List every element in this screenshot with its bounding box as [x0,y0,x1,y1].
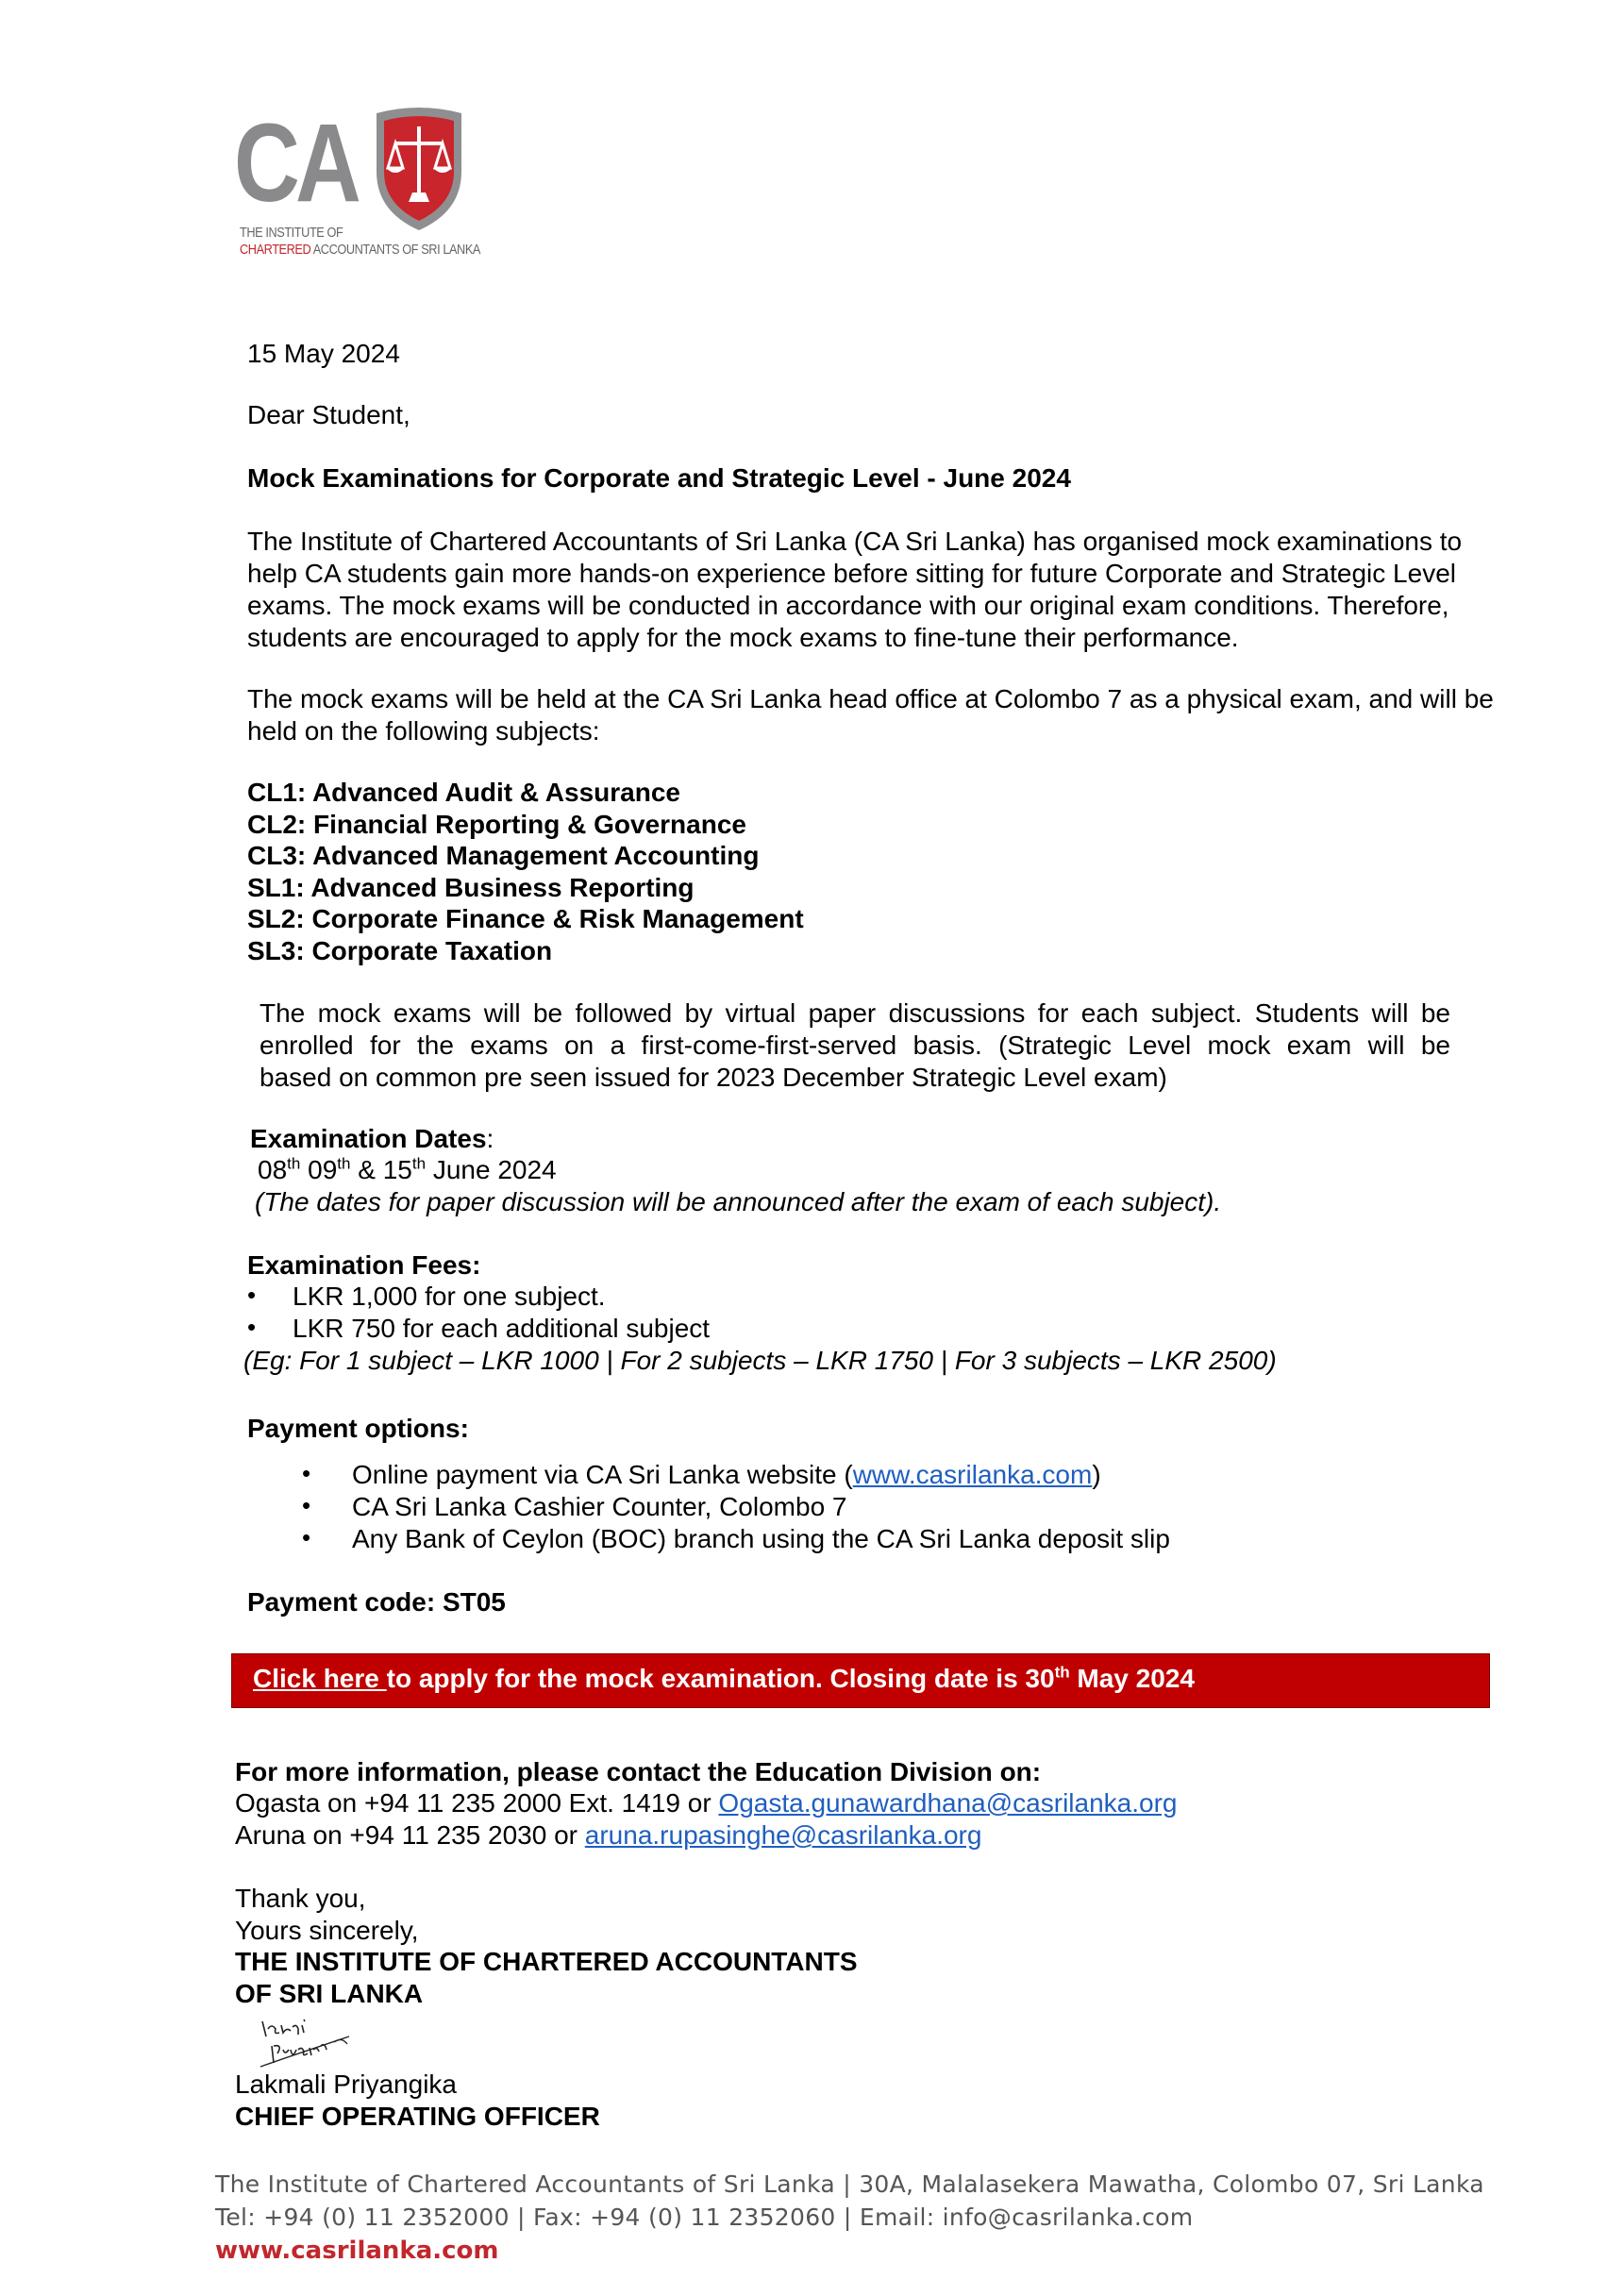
list-item: SL2: Corporate Finance & Risk Management [247,904,804,933]
logo-subtitle: THE INSTITUTE OF CHARTERED ACCOUNTANTS OF SRI LANKA [240,225,481,258]
signatory-name: Lakmali Priyangika [235,2070,457,2099]
signatory-title: CHIEF OPERATING OFFICER [235,2102,600,2131]
payment-option-online: Online payment via CA Sri Lanka website (www.casrilanka.com) [352,1460,1101,1489]
letter-subject: Mock Examinations for Corporate and Strategic Level - June 2024 [247,463,1071,493]
payment-option-bank: Any Bank of Ceylon (BOC) branch using the CA Sri Lanka deposit slip [352,1524,1170,1553]
payment-code: Payment code: ST05 [247,1587,506,1617]
contact-aruna: Aruna on +94 11 235 2030 or aruna.rupasinghe@casrilanka.org [235,1820,982,1850]
fee-item: LKR 1,000 for one subject. [293,1282,606,1311]
bullet-icon: • [247,1313,257,1341]
exam-dates-note: (The dates for paper discussion will be announced after the exam of each subject). [255,1187,1222,1216]
email-link-aruna[interactable]: aruna.rupasinghe@casrilanka.org [584,1820,982,1850]
exam-dates-heading: Examination Dates: [250,1124,494,1153]
bullet-icon: • [247,1281,257,1309]
bullet-icon: • [302,1523,311,1551]
letter-date: 15 May 2024 [247,339,400,368]
list-item: SL3: Corporate Taxation [247,935,553,965]
closing-sincerely: Yours sincerely, [235,1916,419,1945]
exam-dates-value: 08th 09th & 15th June 2024 [258,1154,557,1184]
closing-thanks: Thank you, [235,1884,366,1913]
apply-link[interactable]: Click here [253,1664,387,1693]
payment-heading: Payment options: [247,1414,469,1443]
paragraph-intro: The Institute of Chartered Accountants of Sri Lanka (CA Sri Lanka) has organised mock examinations to help CA students gain more hands-on experience before sitting for future Corporate and Strategic Level exams. The mock exams will be conducted in accordance with our original exam conditions. Therefore, students are encouraged to apply for the mock exams to fine-tune their performance. [247,527,1463,652]
footer-contact: Tel: +94 (0) 11 2352000 | Fax: +94 (0) 11 2352060 | Email: info@casrilanka.com [215,2204,1194,2231]
list-item: CL1: Advanced Audit & Assurance [247,778,680,807]
list-item: SL1: Advanced Business Reporting [247,872,695,902]
fee-item: LKR 750 for each additional subject [293,1314,711,1343]
email-link-ogasta[interactable]: Ogasta.gunawardhana@casrilanka.org [718,1788,1178,1818]
contact-ogasta: Ogasta on +94 11 235 2000 Ext. 1419 or Ogasta.gunawardhana@casrilanka.org [235,1788,1178,1818]
footer-website: www.casrilanka.com [215,2237,499,2265]
fees-example: (Eg: For 1 subject – LKR 1000 | For 2 subjects – LKR 1750 | For 3 subjects – LKR 2500) [243,1346,1277,1375]
scales-shield-icon [371,106,467,234]
paragraph-venue: The mock exams will be held at the CA Sri Lanka head office at Colombo 7 as a physical exam, and will be held on the following subjects: [247,684,1494,746]
website-link[interactable]: www.casrilanka.com [852,1460,1093,1489]
list-item: CL3: Advanced Management Accounting [247,841,760,870]
signature [255,2008,359,2076]
logo-ca-mark: CA [234,101,357,226]
salutation: Dear Student, [247,400,410,429]
list-item: CL2: Financial Reporting & Governance [247,809,746,839]
fees-heading: Examination Fees: [247,1250,481,1280]
signatory-org: THE INSTITUTE OF CHARTERED ACCOUNTANTS OF SRI LANKA [235,1947,858,2008]
footer-address: The Institute of Chartered Accountants of Sri Lanka | 30A, Malalasekera Mawatha, Colombo 07, Sri Lanka [215,2170,1484,2198]
payment-option-counter: CA Sri Lanka Cashier Counter, Colombo 7 [352,1492,847,1521]
apply-banner-text: Click here to apply for the mock examination. Closing date is 30th May 2024 [253,1663,1195,1693]
subject-list [247,777,804,966]
paragraph-discussions: The mock exams will be followed by virtual paper discussions for each subject. Students will be enrolled for the exams on a first-come-first-served basis. (Strategic Level mock exam will be based on common pre seen issued for 2023 December Strategic Level exam) [260,998,1450,1092]
contact-heading: For more information, please contact the Education Division on: [235,1757,1042,1786]
bullet-icon: • [302,1491,311,1519]
bullet-icon: • [302,1459,311,1487]
